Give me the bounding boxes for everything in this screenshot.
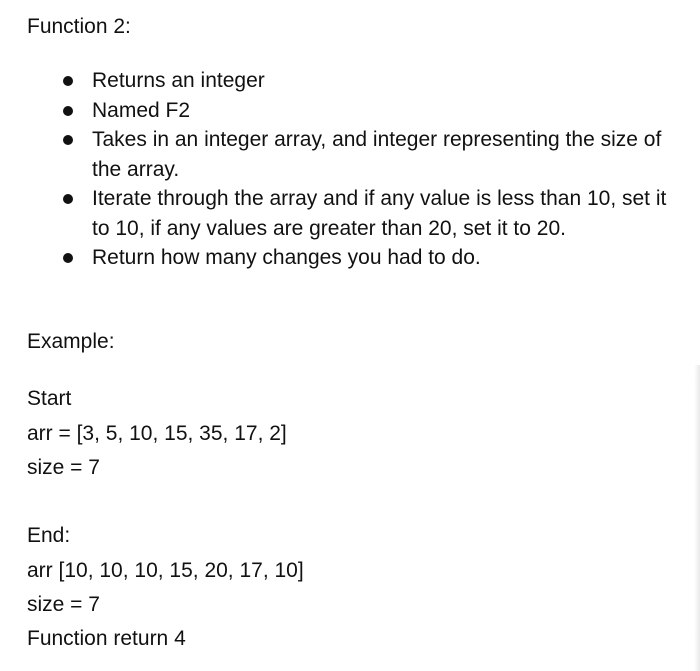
example-label: Example: (27, 330, 115, 353)
list-item-text: Takes in an integer array, and integer representing the size of the array. (92, 128, 662, 181)
end-size-line: size = 7 (27, 593, 100, 616)
bullet-icon (63, 76, 73, 86)
list-item-text: Iterate through the array and if any value is less than 10, set it to 10, if any values are greater than 20, set it to 20. (92, 187, 667, 240)
list-item (62, 66, 682, 96)
end-label: End: (27, 524, 71, 547)
bullet-icon (63, 135, 73, 145)
bullet-icon (63, 106, 73, 116)
bullet-icon (63, 253, 73, 263)
end-array-line: arr [10, 10, 10, 15, 20, 17, 10] (27, 559, 304, 582)
start-array-line: arr = [3, 5, 10, 15, 35, 17, 2] (27, 422, 287, 445)
bullet-icon (63, 194, 73, 204)
list-item (62, 184, 682, 243)
start-size-line: size = 7 (27, 456, 100, 479)
function-return-line: Function return 4 (27, 627, 186, 650)
section-heading: Function 2: (27, 15, 131, 38)
page-edge-shadow (694, 365, 700, 671)
list-item (62, 96, 682, 126)
list-item-text: Named F2 (92, 98, 191, 122)
list-item (62, 125, 682, 184)
start-label: Start (27, 387, 72, 410)
list-item (62, 243, 682, 273)
list-item-text: Returns an integer (92, 69, 265, 92)
requirements-list (62, 66, 682, 273)
list-item-text: Return how many changes you had to do. (92, 246, 481, 269)
